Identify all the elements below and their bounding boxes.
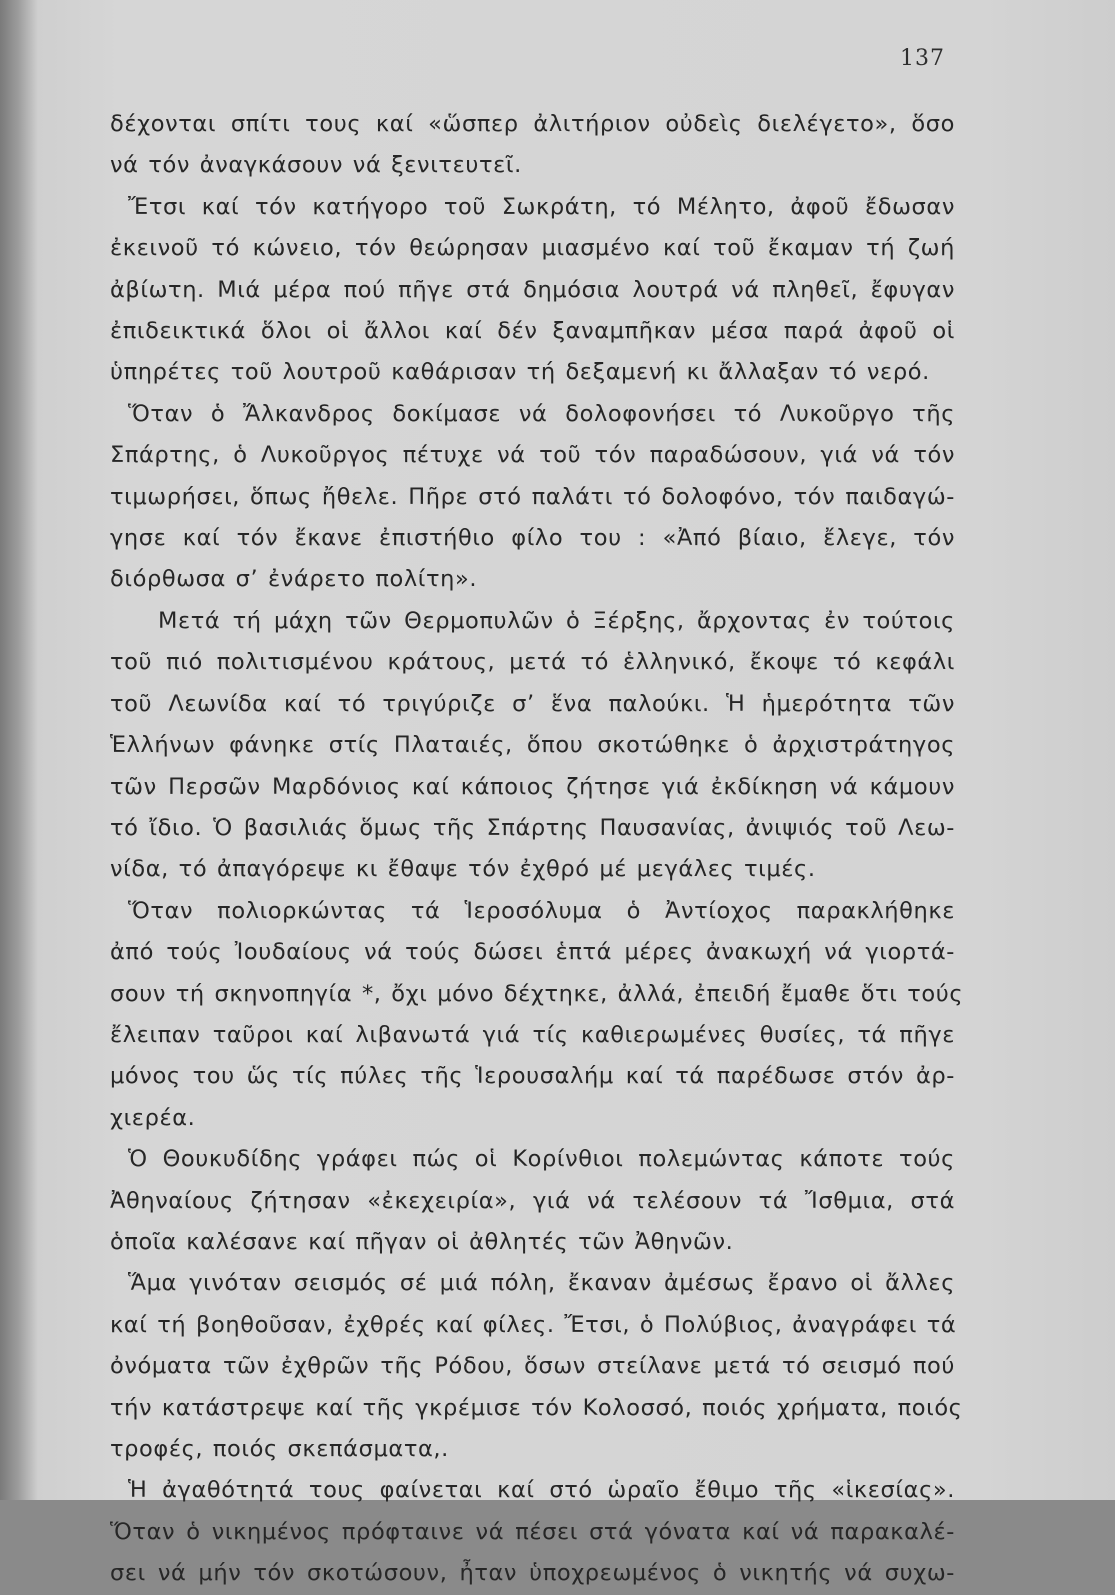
text-line: ὁποῖα καλέσανε καί πῆγαν οἱ ἀθλητές τῶν Ἀθηνῶν. xyxy=(110,1228,734,1255)
paragraph xyxy=(110,1139,955,1263)
text-line: διόρθωσα σ’ ἐνάρετο πολίτη». xyxy=(110,566,478,593)
body-text xyxy=(110,104,964,1595)
text-line: ἐπιδεικτικά ὅλοι οἱ ἄλλοι καί δέν ξαναμπῆκαν μέσα παρά ἀφοῦ οἱ xyxy=(110,318,955,345)
text-line: Σπάρτης, ὁ Λυκοῦργος πέτυχε νά τοῦ τόν παραδώσουν, γιά νά τόν xyxy=(110,442,955,469)
paragraph xyxy=(110,1263,963,1470)
text-line: τιμωρήσει, ὅπως ἤθελε. Πῆρε στό παλάτι τό δολοφόνο, τόν παιδαγώ- xyxy=(110,483,955,510)
text-line: ἐκεινοῦ τό κώνειο, τόν θεώρησαν μιασμένο καί τοῦ ἔκαμαν τή ζωή xyxy=(110,235,955,262)
text-line: τό ἴδιο. Ὁ βασιλιάς ὅμως τῆς Σπάρτης Παυσανίας, ἀνιψιός τοῦ Λεω- xyxy=(110,814,955,841)
text-line: Ἔτσι καί τόν κατήγορο τοῦ Σωκράτη, τό Μέλητο, ἀφοῦ ἔδωσαν xyxy=(128,193,955,220)
text-line: τήν κατάστρεψε καί τῆς γκρέμισε τόν Κολοσσό, ποιός χρήματα, ποιός xyxy=(110,1394,963,1421)
text-line: τοῦ πιό πολιτισμένου κράτους, μετά τό ἑλληνικό, ἔκοψε τό κεφάλι xyxy=(110,649,955,676)
text-line: ὑπηρέτες τοῦ λουτροῦ καθάρισαν τή δεξαμενή κι ἄλλαξαν τό νερό. xyxy=(110,359,930,386)
paragraph xyxy=(110,187,955,394)
text-line: Ἅμα γινόταν σεισμός σέ μιά πόλη, ἔκαναν ἀμέσως ἔρανο οἱ ἄλλες xyxy=(128,1270,955,1297)
paragraph xyxy=(110,601,955,891)
text-line: τῶν Περσῶν Μαρδόνιος καί κάποιος ζήτησε γιά ἐκδίκηση νά κάμουν xyxy=(110,773,955,800)
paragraph xyxy=(110,394,955,601)
text-line: ἀβίωτη. Μιά μέρα πού πῆγε στά δημόσια λουτρά νά πληθεῖ, ἔφυγαν xyxy=(110,276,955,303)
paragraph xyxy=(110,1470,955,1594)
text-line: ἀπό τούς Ἰουδαίους νά τούς δώσει ἑπτά μέρες ἀνακωχή νά γιορτά- xyxy=(110,939,955,966)
text-line: μόνος του ὥς τίς πύλες τῆς Ἱερουσαλήμ καί τά παρέδωσε στόν ἀρ- xyxy=(110,1063,955,1090)
text-line: Ἀθηναίους ζήτησαν «ἐκεχειρία», γιά νά τελέσουν τά Ἴσθμια, στά xyxy=(110,1187,955,1214)
page-number: 137 xyxy=(900,46,945,71)
text-line: τοῦ Λεωνίδα καί τό τριγύριζε σ’ ἕνα παλούκι. Ἡ ἡμερότητα τῶν xyxy=(110,690,955,717)
text-line: νίδα, τό ἀπαγόρεψε κι ἔθαψε τόν ἐχθρό μέ μεγάλες τιμές. xyxy=(110,856,816,883)
text-line: νά τόν ἀναγκάσουν νά ξενιτευτεῖ. xyxy=(110,152,522,179)
text-line: γησε καί τόν ἔκανε ἐπιστήθιο φίλο του : «Ἀπό βίαιο, ἔλεγε, τόν xyxy=(110,525,955,552)
text-line: καί τή βοηθοῦσαν, ἐχθρές καί φίλες. Ἔτσι, ὁ Πολύβιος, ἀναγράφει τά xyxy=(110,1311,957,1338)
paragraph xyxy=(110,104,955,187)
text-line: χιερέα. xyxy=(110,1104,196,1131)
text-line: Ὅταν ὁ Ἄλκανδρος δοκίμασε νά δολοφονήσει τό Λυκοῦργο τῆς xyxy=(128,400,955,427)
text-line: Ὁ Θουκυδίδης γράφει πώς οἱ Κορίνθιοι πολεμώντας κάποτε τούς xyxy=(128,1146,955,1173)
text-line: Ὅταν πολιορκώντας τά Ἱεροσόλυμα ὁ Ἀντίοχος παρακλήθηκε xyxy=(128,897,955,924)
text-line: ὀνόματα τῶν ἐχθρῶν τῆς Ρόδου, ὅσων στείλανε μετά τό σεισμό πού xyxy=(110,1353,955,1380)
paragraph xyxy=(110,891,964,1139)
text-line: Ἡ ἀγαθότητά τους φαίνεται καί στό ὡραῖο ἔθιμο τῆς «ἱκεσίας». xyxy=(128,1477,955,1504)
text-line: Ὅταν ὁ νικημένος πρόφταινε νά πέσει στά γόνατα καί νά παρακαλέ- xyxy=(110,1518,955,1545)
text-line: Ἑλλήνων φάνηκε στίς Πλαταιές, ὅπου σκοτώθηκε ὁ ἀρχιστράτηγος xyxy=(110,732,955,759)
text-line: δέχονται σπίτι τους καί «ὥσπερ ἀλιτήριον οὐδεὶς διελέγετο», ὅσο xyxy=(110,111,955,137)
text-line: τροφές, ποιός σκεπάσματα,. xyxy=(110,1436,449,1462)
text-line: ἔλειπαν ταῦροι καί λιβανωτά γιά τίς καθιερωμένες θυσίες, τά πῆγε xyxy=(110,1021,955,1048)
text-line: σουν τή σκηνοπηγία *, ὄχι μόνο δέχτηκε, ἀλλά, ἐπειδή ἔμαθε ὅτι τούς xyxy=(110,980,964,1007)
text-line: σει νά μήν τόν σκοτώσουν, ἦταν ὑποχρεωμένος ὁ νικητής νά συχω- xyxy=(110,1560,955,1587)
text-line: Μετά τή μάχη τῶν Θερμοπυλῶν ὁ Ξέρξης, ἄρχοντας ἐν τούτοις xyxy=(158,607,955,634)
